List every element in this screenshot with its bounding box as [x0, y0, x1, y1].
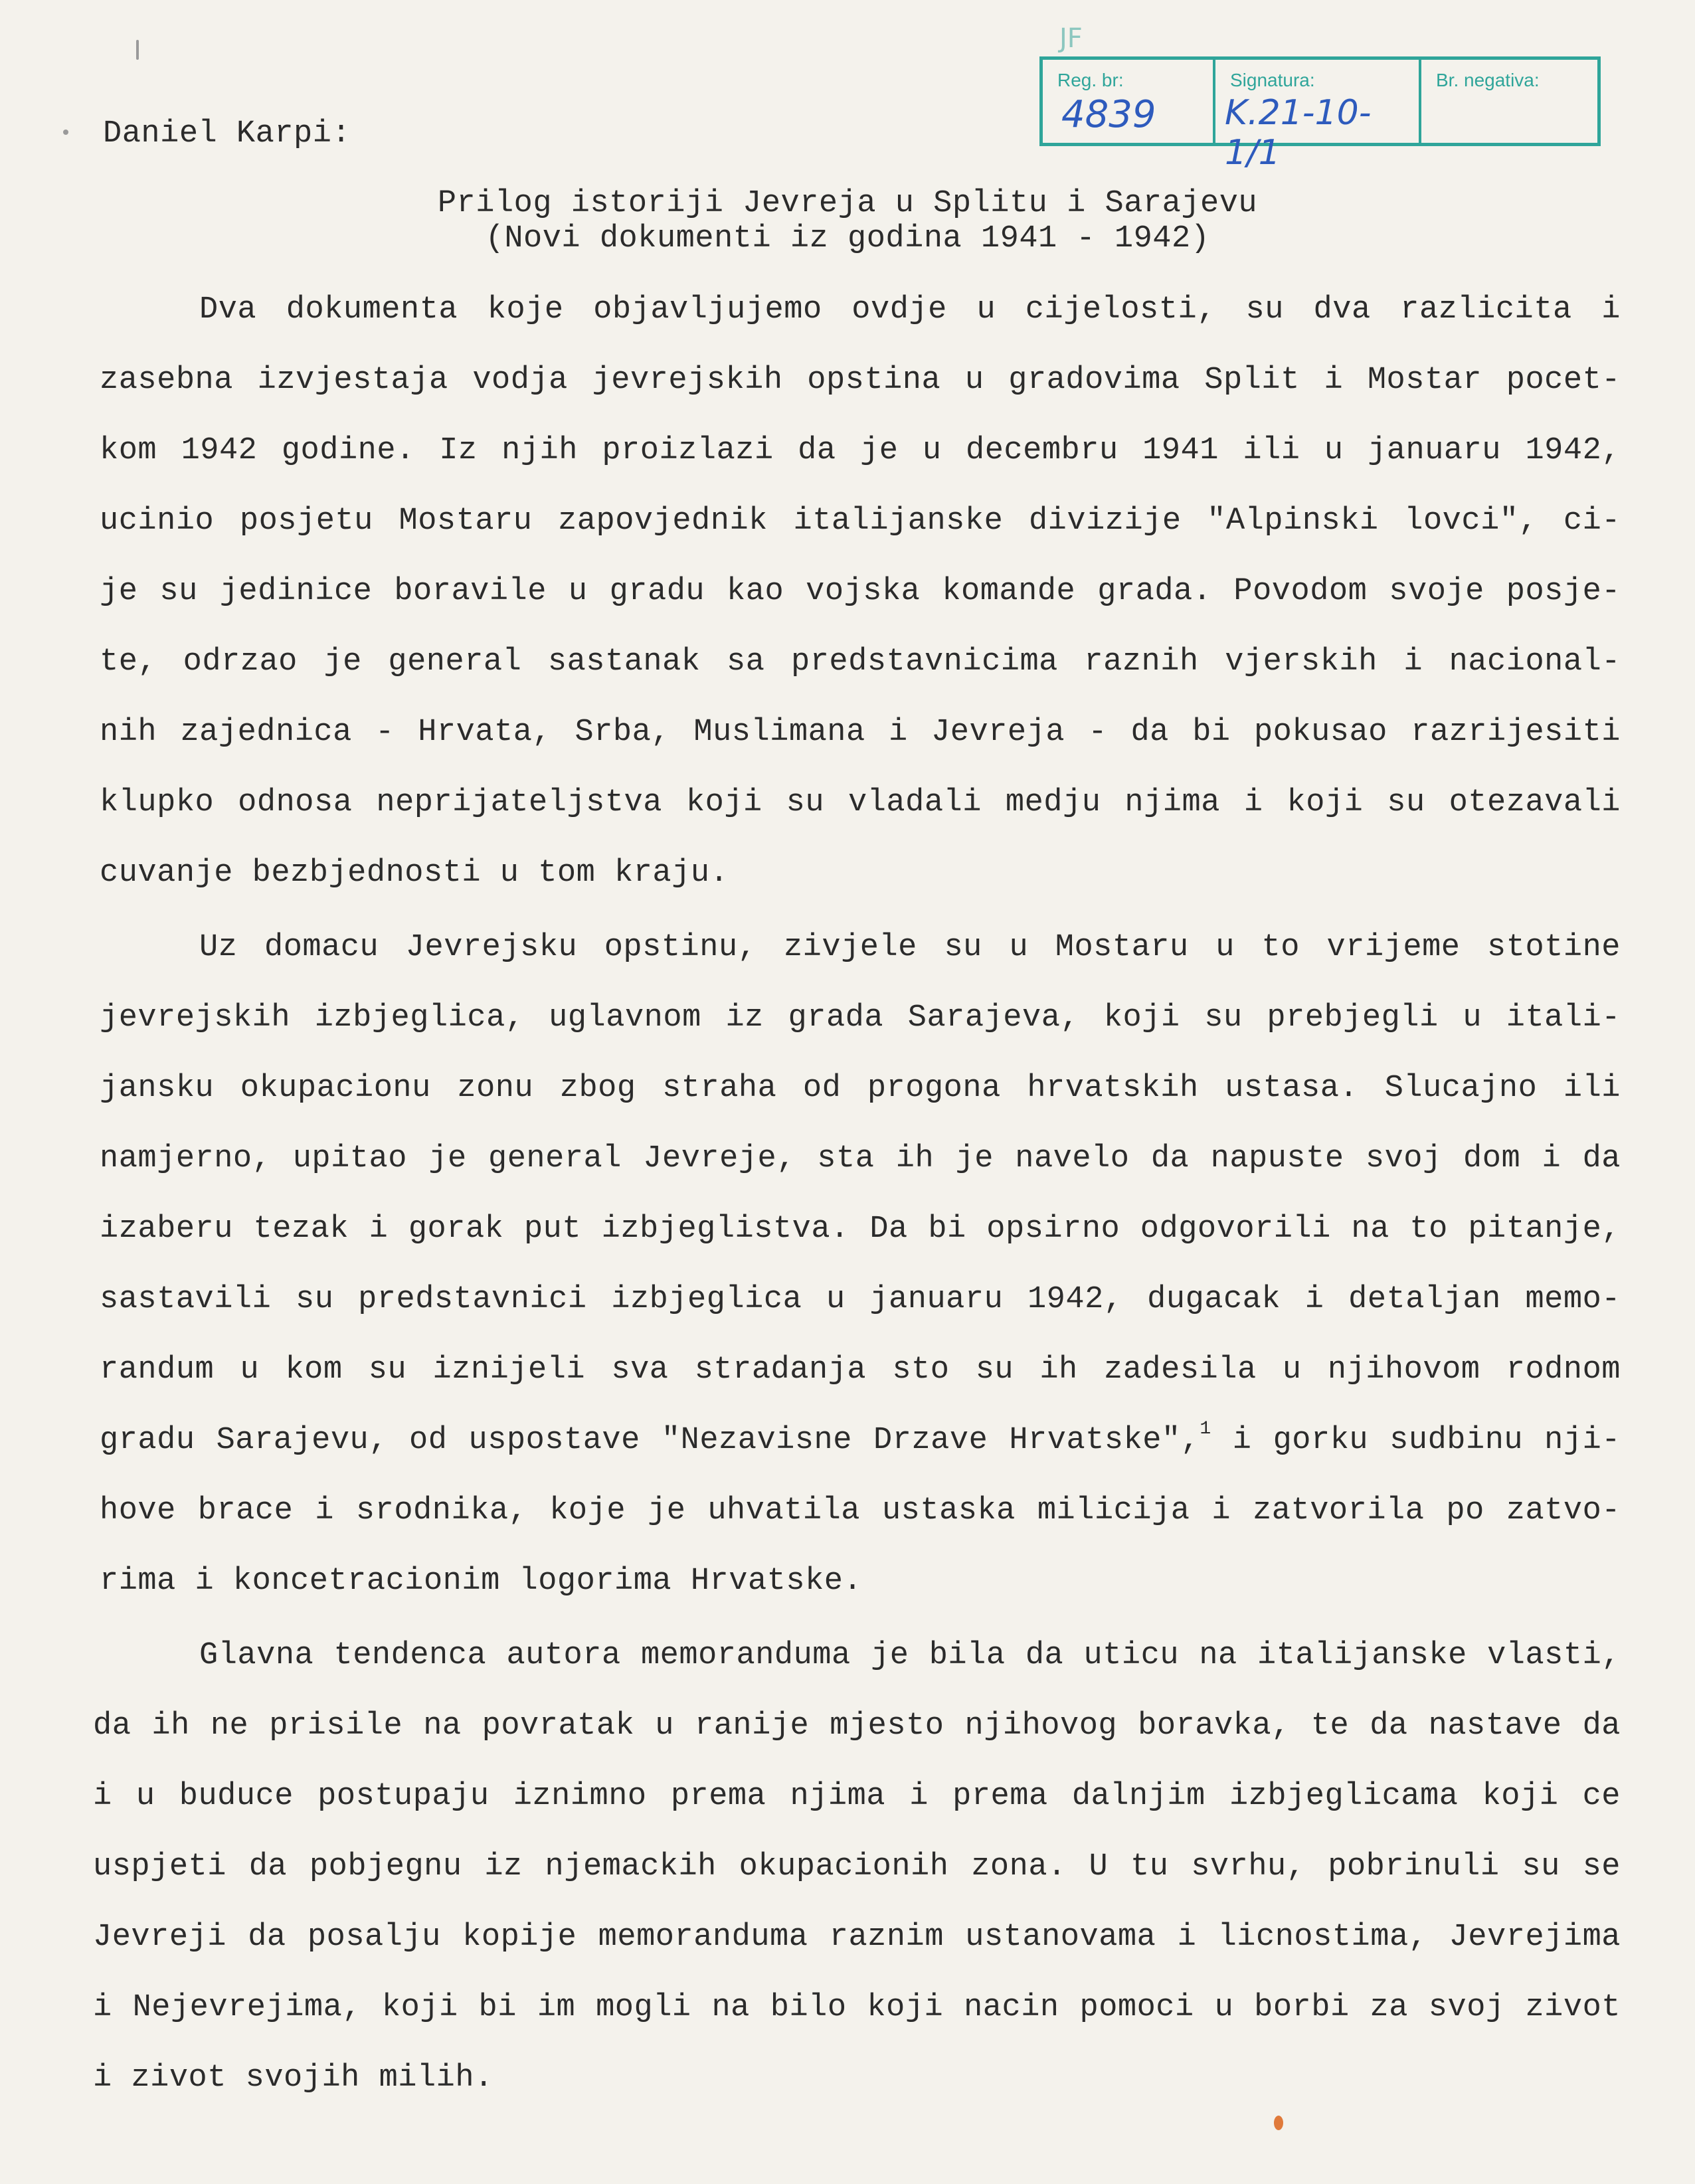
- body-line: cuvanje bezbjednosti u tom kraju.: [100, 856, 729, 891]
- footnote-mark: 1: [1200, 1419, 1211, 1439]
- body-line: Uz domacu Jevrejsku opstinu, zivjele su u Mostaru u to vrijeme stotine: [199, 930, 1621, 965]
- body-line: i u buduce postupaju iznimno prema njima i prema dalnjim izbjeglicama koji ce: [93, 1779, 1621, 1814]
- title-line-1: Prilog istoriji Jevreja u Splitu i Sarajevu: [437, 186, 1258, 221]
- body-line-text: gradu Sarajevu, od uspostave "Nezavisne Drzave Hrvatske",: [100, 1423, 1200, 1458]
- body-line-with-footnote: [100, 1419, 1621, 1458]
- body-line: hove brace i srodnika, koje je uhvatila ustaska milicija i zatvorila po zatvo-: [100, 1493, 1621, 1528]
- body-line: uspjeti da pobjegnu iz njemackih okupacionih zona. U tu svrhu, pobrinuli su se: [93, 1849, 1621, 1884]
- body-line: ucinio posjetu Mostaru zapovjednik italijanske divizije "Alpinski lovci", ci-: [100, 503, 1621, 539]
- stamp-negativ-label: Br. negativa:: [1436, 70, 1540, 90]
- body-line: namjerno, upitao je general Jevreje, sta ih je navelo da napuste svoj dom i da: [100, 1141, 1621, 1176]
- body-line: Glavna tendenca autora memoranduma je bila da uticu na italijanske vlasti,: [199, 1638, 1621, 1673]
- stamp-reg-value: 4839: [1061, 93, 1156, 136]
- body-line: randum u kom su iznijeli sva stradanja sto su ih zadesila u njihovom rodnom: [100, 1352, 1621, 1388]
- stamp-reg-cell: [1043, 60, 1215, 143]
- ink-spot: [1274, 2116, 1283, 2130]
- body-line-tail: i gorku sudbinu nji-: [1211, 1423, 1621, 1458]
- stamp-signatura-label: Signatura:: [1230, 70, 1315, 90]
- body-line: rima i koncetracionim logorima Hrvatske.: [100, 1564, 863, 1599]
- stamp-mark: JF: [1059, 23, 1083, 54]
- body-line: da ih ne prisile na povratak u ranije mjesto njihovog boravka, te da nastave da: [93, 1708, 1621, 1744]
- body-line: kom 1942 godine. Iz njih proizlazi da je u decembru 1941 ili u januaru 1942,: [100, 433, 1621, 468]
- stamp-signatura-value: K.21-10-1/1: [1225, 93, 1372, 173]
- body-line: te, odrzao je general sastanak sa predstavnicima raznih vjerskih i nacional-: [100, 644, 1621, 680]
- stamp-reg-label: Reg. br:: [1057, 70, 1124, 90]
- body-line: nih zajednica - Hrvata, Srba, Muslimana i Jevreja - da bi pokusao razrijesiti: [100, 715, 1621, 750]
- body-line: jansku okupacionu zonu zbog straha od progona hrvatskih ustasa. Slucajno ili: [100, 1071, 1621, 1106]
- stamp-negativ-cell: [1421, 60, 1597, 143]
- body-line: je su jedinice boravile u gradu kao vojska komande grada. Povodom svoje posje-: [100, 574, 1621, 609]
- body-line: Dva dokumenta koje objavljujemo ovdje u cijelosti, su dva razlicita i: [199, 292, 1621, 327]
- body-line: i Nejevrejima, koji bi im mogli na bilo koji nacin pomoci u borbi za svoj zivot: [93, 1990, 1621, 2025]
- body-line: Jevreji da posalju kopije memoranduma raznim ustanovama i licnostima, Jevrejima: [93, 1920, 1621, 1955]
- paper-speck: [63, 130, 68, 135]
- title-line-2: (Novi dokumenti iz godina 1941 - 1942): [485, 221, 1210, 256]
- author-line: Daniel Karpi:: [103, 116, 351, 151]
- body-line: izaberu tezak i gorak put izbjeglistva. Da bi opsirno odgovorili na to pitanje,: [100, 1212, 1621, 1247]
- archive-stamp: [1039, 56, 1601, 173]
- body-line: i zivot svojih milih.: [93, 2060, 493, 2096]
- body-line: klupko odnosa neprijateljstva koji su vladali medju njima i koji su otezavali: [100, 785, 1621, 820]
- body-line: sastavili su predstavnici izbjeglica u januaru 1942, dugacak i detaljan memo-: [100, 1282, 1621, 1317]
- body-line: zasebna izvjestaja vodja jevrejskih opstina u gradovima Split i Mostar pocet-: [100, 363, 1621, 398]
- paper-speck: [136, 40, 139, 60]
- body-line: jevrejskih izbjeglica, uglavnom iz grada Sarajeva, koji su prebjegli u itali-: [100, 1000, 1621, 1036]
- stamp-signatura-cell: [1215, 60, 1421, 173]
